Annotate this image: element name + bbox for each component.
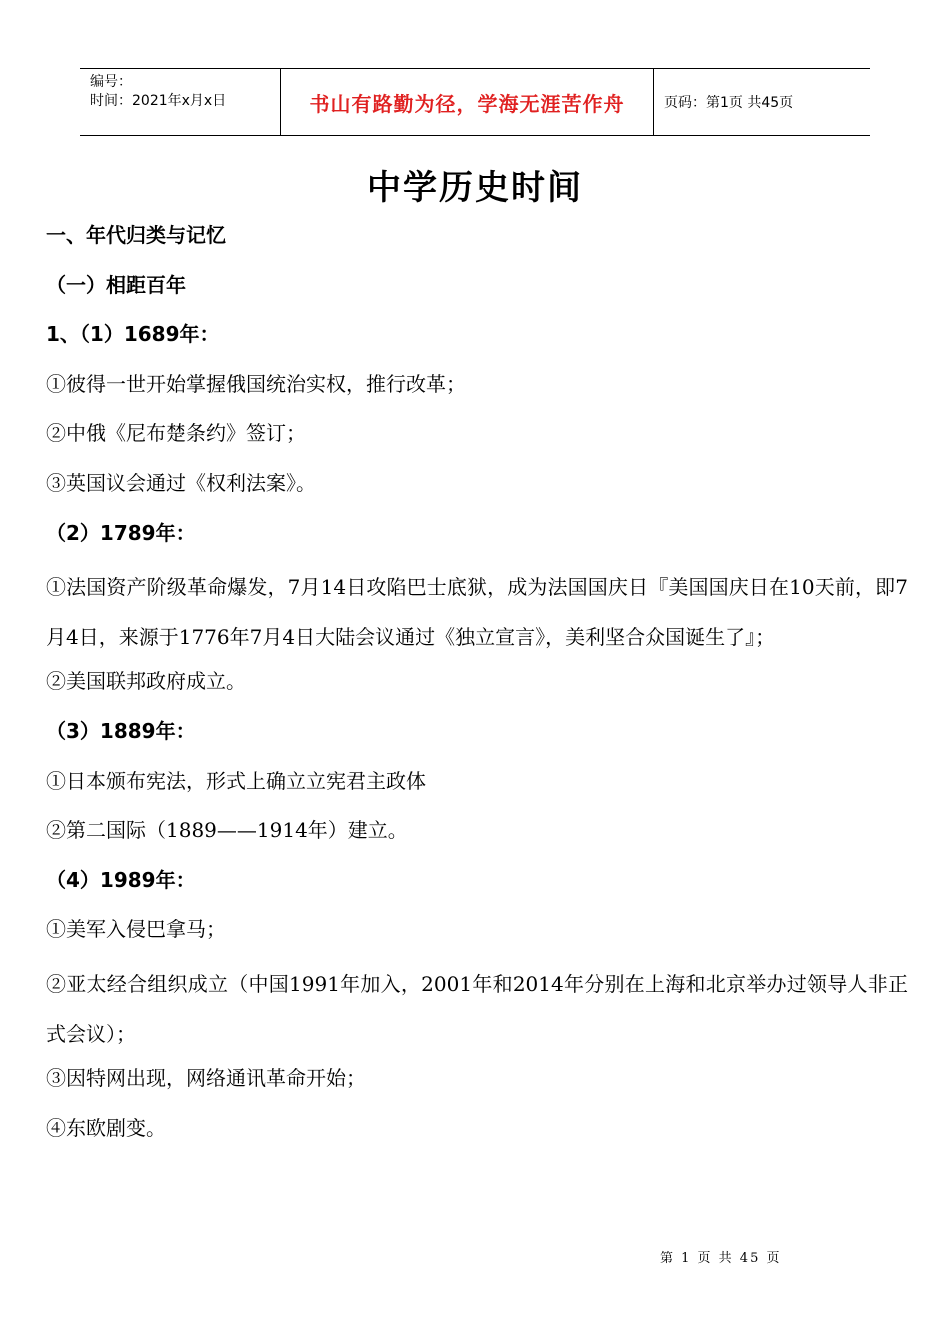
number-label: 编号： — [90, 74, 132, 90]
list-item: ④东欧剧变。 — [46, 1115, 166, 1140]
list-item: ②第二国际（1889——1914年）建立。 — [46, 818, 408, 843]
list-item: ③英国议会通过《权利法案》。 — [46, 470, 316, 495]
list-item: ①彼得一世开始掌握俄国统治实权，推行改革； — [46, 371, 466, 396]
list-item: ②亚太经合组织成立（中国1991年加入，2001年和2014年分别在上海和北京举办过领导人非正式会议）； — [46, 971, 908, 1046]
list-item: ①美军入侵巴拿马； — [46, 917, 226, 942]
header-table — [80, 68, 870, 136]
section-heading: 一、年代归类与记忆 — [46, 223, 226, 247]
year-heading-1889: （3）1889年： — [46, 718, 196, 743]
subsection-heading: （一）相距百年 — [46, 272, 186, 297]
year-heading-1989: （4）1989年： — [46, 867, 196, 892]
page-title: 中学历史时间 — [367, 168, 583, 208]
list-item: ②中俄《尼布楚条约》签订； — [46, 421, 306, 446]
header-middle-cell — [281, 69, 654, 135]
document-body — [46, 216, 908, 1158]
motto: 书山有路勤为径，学海无涯苦作舟 — [309, 91, 625, 116]
list-item: ①日本颁布宪法，形式上确立立宪君主政体 — [46, 768, 426, 793]
page-footer: 第 1 页 共 45 页 — [660, 1251, 782, 1266]
year-heading-1689: 1、（1）1689年： — [46, 322, 220, 347]
list-item: ②美国联邦政府成立。 — [46, 669, 246, 694]
list-item: ③因特网出现，网络通讯革命开始； — [46, 1066, 366, 1091]
page-info: 页码：第1页 共45页 — [664, 95, 794, 111]
header-left-cell — [80, 69, 281, 135]
list-item: ①法国资产阶级革命爆发，7月14日攻陷巴士底狱，成为法国国庆日『美国国庆日在10天前，即7月4日，来源于1776年7月4日大陆会议通过《独立宣言》，美利坚合众国诞生了』； — [46, 575, 908, 649]
year-heading-1789: （2）1789年： — [46, 520, 196, 545]
date-label: 时间：2021年x月x日 — [90, 93, 227, 109]
header-right-cell — [654, 69, 870, 135]
